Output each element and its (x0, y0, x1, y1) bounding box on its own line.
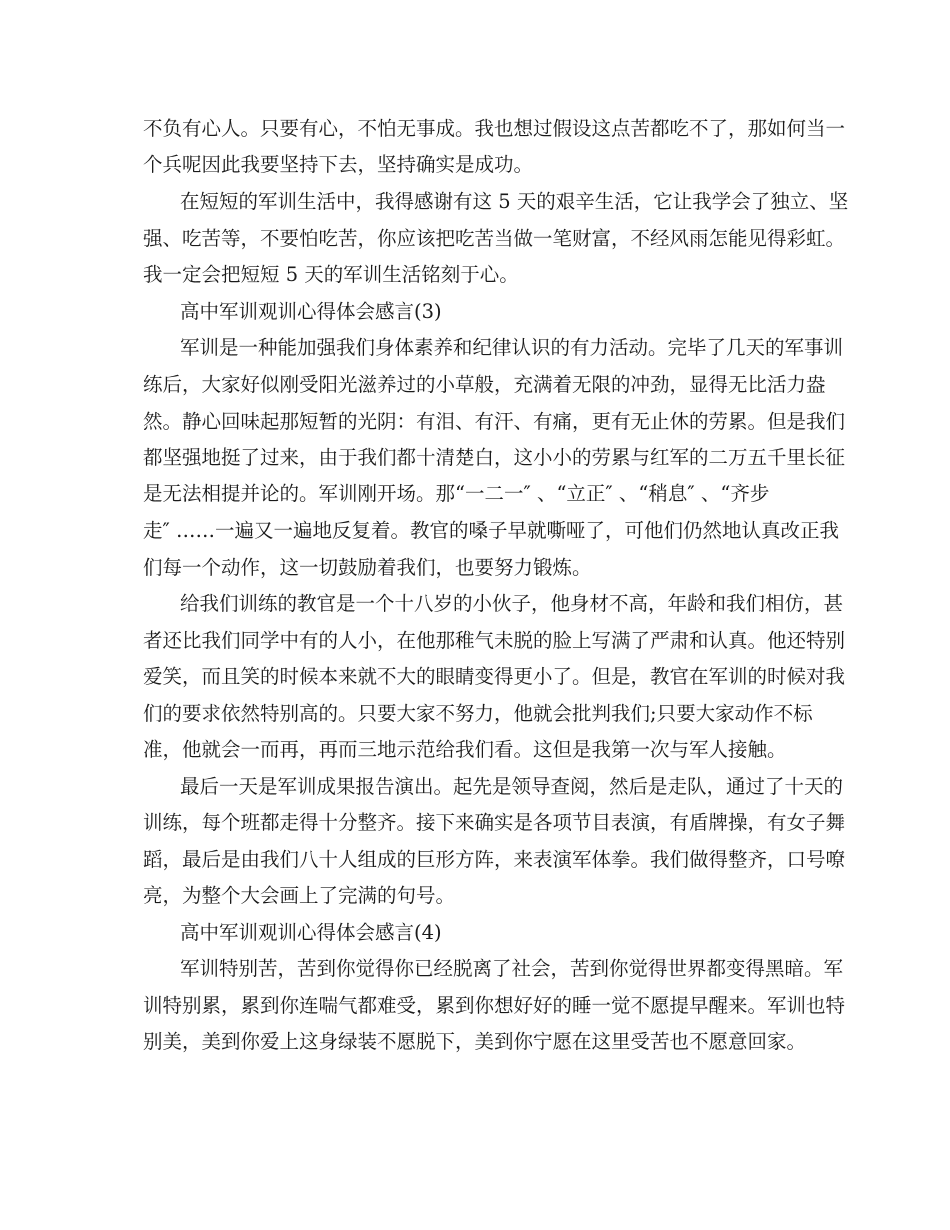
body-text-line: 蹈，最后是由我们八十人组成的巨形方阵，来表演军体拳。我们做得整齐，口号嘹 (143, 848, 846, 871)
body-text-line: 都坚强地挺了过来，由于我们都十清楚白，这小小的劳累与红军的二万五千里长征 (143, 446, 846, 469)
body-text-line: 练后，大家好似刚受阳光滋养过的小草般，充满着无限的冲劲，显得无比活力盎 (143, 373, 826, 396)
body-text-line: 然。静心回味起那短暂的光阴：有泪、有汗、有痛，更有无止休的劳累。但是我们 (143, 410, 846, 433)
body-text-line: 准，他就会一而再，再而三地示范给我们看。这但是我第一次与军人接触。 (143, 738, 787, 761)
body-text-line: 爱笑，而且笑的时候本来就不大的眼睛变得更小了。但是，教官在军训的时候对我 (143, 665, 846, 688)
body-text-line: 我一定会把短短 5 天的军训生活铭刻于心。 (143, 263, 519, 286)
body-text-line: 们的要求依然特别高的。只要大家不努力，他就会批判我们;只要大家动作不标 (143, 702, 813, 725)
body-text-line: 别美，美到你爱上这身绿装不愿脱下，美到你宁愿在这里受苦也不愿意回家。 (143, 1030, 807, 1053)
body-text-line: 军训是一种能加强我们身体素养和纪律认识的有力活动。完毕了几天的军事训 (180, 336, 844, 359)
body-text-line: 亮，为整个大会画上了完满的句号。 (143, 884, 456, 907)
body-text-line: 训特别累，累到你连喘气都难受，累到你想好好的睡一觉不愿提早醒来。军训也特 (143, 994, 846, 1017)
body-text-line: 强、吃苦等，不要怕吃苦，你应该把吃苦当做一笔财富，不经风雨怎能见得彩虹。 (143, 227, 846, 250)
body-text-line: 们每一个动作，这一切鼓励着我们，也要努力锻炼。 (143, 556, 592, 579)
section-heading: 高中军训观训心得体会感言(4) (180, 921, 442, 944)
body-text-line: 不负有心人。只要有心，不怕无事成。我也想过假设这点苦都吃不了，那如何当一 (143, 117, 846, 140)
body-text-line: 者还比我们同学中有的人小，在他那稚气未脱的脸上写满了严肃和认真。他还特别 (143, 629, 846, 652)
body-text-line: 是无法相提并论的。军训刚开场。那“一二一″ 、“立正″ 、“稍息″ 、“齐步 (143, 482, 770, 505)
body-text-line: 军训特别苦，苦到你觉得你已经脱离了社会，苦到你觉得世界都变得黑暗。军 (180, 957, 844, 980)
body-text-line: 个兵呢因此我要坚持下去，坚持确实是成功。 (143, 153, 534, 176)
body-text-line: 最后一天是军训成果报告演出。起先是领导查阅，然后是走队，通过了十天的 (180, 775, 844, 798)
body-text-line: 给我们训练的教官是一个十八岁的小伙子，他身材不高，年龄和我们相仿，甚 (180, 592, 844, 615)
section-heading: 高中军训观训心得体会感言(3) (180, 300, 442, 323)
body-text-line: 在短短的军训生活中，我得感谢有这 5 天的艰辛生活，它让我学会了独立、坚 (180, 190, 849, 213)
body-text-line: 训练，每个班都走得十分整齐。接下来确实是各项节目表演，有盾牌操，有女子舞 (143, 811, 846, 834)
body-text-line: 走″ ……一遍又一遍地反复着。教官的嗓子早就嘶哑了，可他们仍然地认真改正我 (143, 519, 839, 542)
